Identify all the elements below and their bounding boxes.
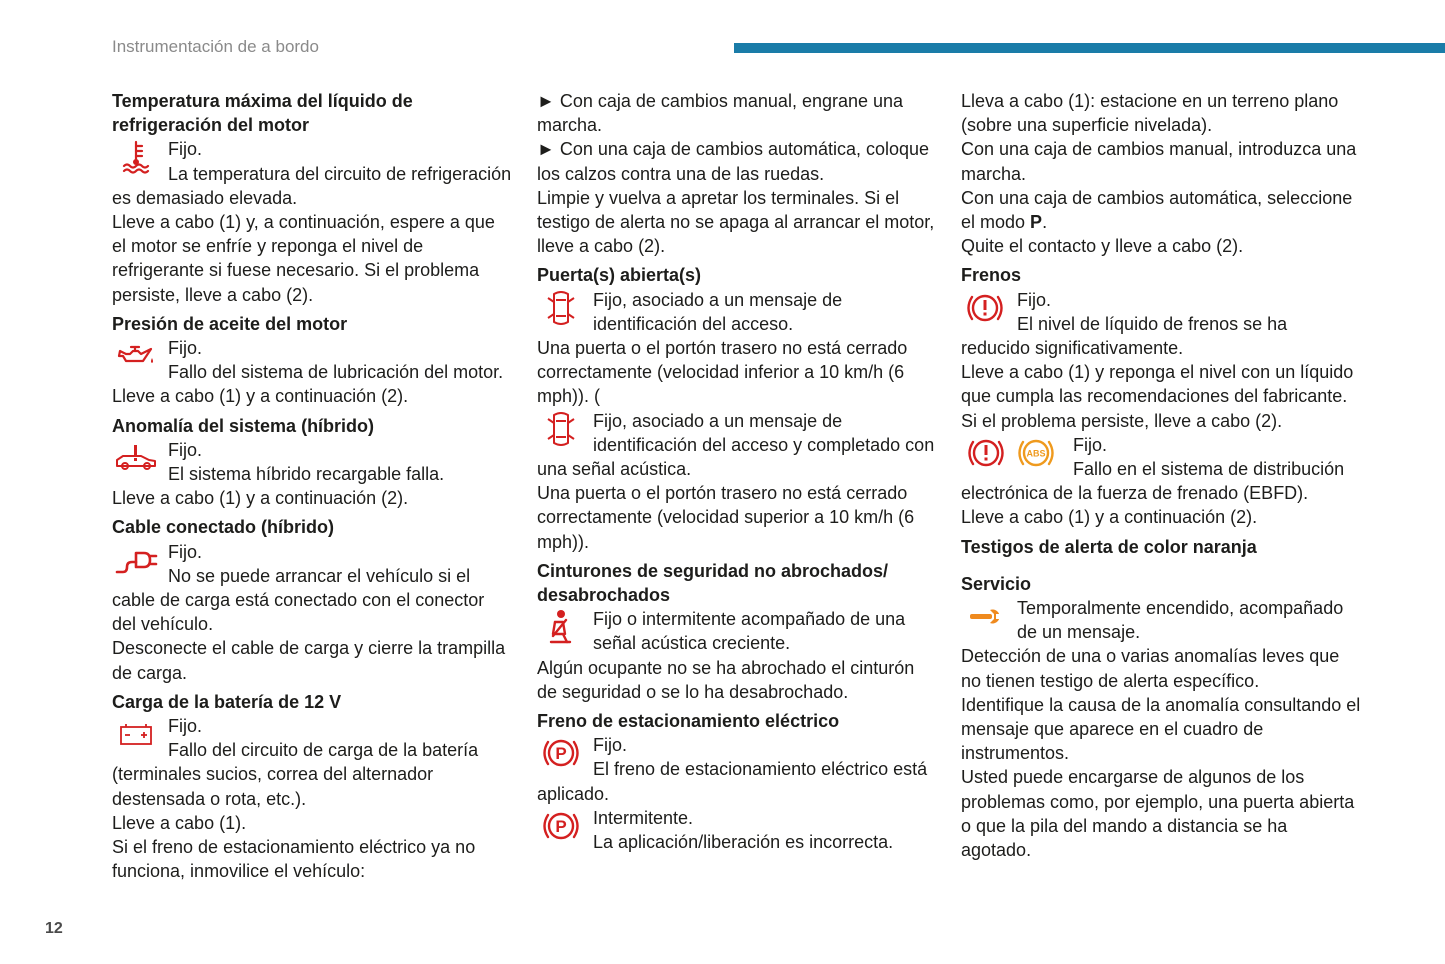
service-wrench-icon: [961, 596, 1009, 636]
section-service: [961, 572, 1361, 862]
brake-warning-icon: [961, 288, 1009, 328]
paragraph: Usted puede encargarse de algunos de los problemas como, por ejemplo, una puerta abierta o que la pila del mando a distancia se ha agotado.: [961, 767, 1355, 861]
section-hybrid-fault: [112, 414, 512, 511]
line: Fallo en el sistema de distribución electrónica de la fuerza de frenado (EBFD).: [961, 459, 1345, 504]
brake-and-abs-icons: [961, 433, 1065, 473]
paragraph: Lleve a cabo (1) y a continuación (2).: [112, 488, 409, 509]
mode-p-label: P: [1030, 212, 1043, 233]
door-open-icon: [537, 409, 585, 449]
paragraph: Lleve a cabo (1).: [112, 812, 247, 833]
line: Fijo, asociado a un mensaje de identificación del acceso y completado con una señal acústica.: [537, 410, 935, 480]
line: Fijo.: [593, 735, 628, 756]
section-battery-12v: [112, 690, 512, 884]
paragraph: Si el freno de estacionamiento eléctrico ya no funciona, inmovilice el vehículo:: [112, 837, 476, 882]
line: Fallo del sistema de lubricación del motor.: [168, 362, 504, 383]
svg-text:P: P: [555, 816, 567, 836]
line: El sistema híbrido recargable falla.: [168, 464, 445, 485]
section-heading: Servicio: [961, 573, 1032, 594]
line: Fallo del circuito de carga de la batería (terminales sucios, correa del alternador destensada o rota, etc.).: [112, 740, 479, 809]
bullet-item: ► Con caja de cambios manual, engrane una marcha.: [537, 91, 904, 136]
running-header: Instrumentación de a bordo: [112, 37, 319, 56]
battery-icon: [112, 714, 160, 754]
door-open-icon: [537, 288, 585, 328]
text-run: Con una caja de cambios automática, seleccione el modo: [961, 187, 1353, 233]
text-run: .: [1042, 212, 1048, 233]
section-brakes: [961, 263, 1361, 529]
bullet-item: ► Con una caja de cambios automática, coloque los calzos contra una de las ruedas.: [537, 139, 930, 184]
section-orange-warnings: [961, 535, 1361, 559]
coolant-temperature-icon: [112, 137, 160, 177]
line: Fijo.: [168, 541, 203, 562]
parking-brake-icon: [537, 806, 585, 846]
paragraph: Lleve a cabo (1) y, a continuación, espere a que el motor se enfríe y reponga el nivel de refrigerante si fuese necesario. Si el problema persiste, lleve a cabo (2).: [112, 212, 495, 305]
column-3: [961, 89, 1361, 862]
paragraph: Identifique la causa de la anomalía consultando el mensaje que aparece en el cuadro de instrumentos.: [961, 694, 1361, 764]
paragraph: Detección de una o varias anomalías leves que no tienen testigo de alerta específico.: [961, 646, 1340, 691]
paragraph: Algún ocupante no se ha abrochado el cinturón de seguridad o se lo ha desabrochado.: [537, 657, 915, 702]
paragraph: Una puerta o el portón trasero no está cerrado correctamente (velocidad inferior a 10 km/h (6 mph)). (: [537, 338, 908, 407]
line: Fijo o intermitente acompañado de una señal acústica creciente.: [593, 609, 906, 654]
section-seatbelt: [537, 559, 937, 704]
line: Fijo.: [168, 716, 203, 737]
section-oil-pressure: [112, 312, 512, 409]
section-heading: Testigos de alerta de color naranja: [961, 536, 1257, 557]
charging-cable-icon: [112, 540, 160, 580]
line: Intermitente.: [593, 807, 694, 828]
paragraph: Una puerta o el portón trasero no está cerrado correctamente (velocidad superior a 10 km/h (6 mph)).: [537, 483, 915, 552]
seatbelt-icon: [537, 607, 585, 647]
paragraph: Limpie y vuelva a apretar los terminales. Si el testigo de alerta no se apaga al arrancar el motor, lleve a cabo (2).: [537, 187, 935, 257]
column-2: [537, 89, 937, 854]
paragraph: [961, 186, 1361, 234]
svg-text:P: P: [555, 744, 567, 764]
paragraph: Con una caja de cambios manual, introduzca una marcha.: [961, 139, 1357, 184]
line: Temporalmente encendido, acompañado de un mensaje.: [1017, 598, 1344, 643]
brake-warning-icon: [965, 434, 1007, 472]
line: La temperatura del circuito de refrigeración es demasiado elevada.: [112, 163, 512, 208]
paragraph: Lleve a cabo (1) y a continuación (2).: [112, 386, 409, 407]
paragraph: Desconecte el cable de carga y cierre la trampilla de carga.: [112, 638, 506, 683]
column-1: [112, 89, 512, 884]
section-heading: Freno de estacionamiento eléctrico: [537, 711, 840, 732]
paragraph: Lleve a cabo (1) y reponga el nivel con un líquido que cumpla las recomendaciones del fabricante. Si el problema persiste, lleve a cabo (2).: [961, 362, 1354, 431]
section-heading: Temperatura máxima del líquido de refrigeración del motor: [112, 91, 413, 136]
section-heading: Frenos: [961, 265, 1022, 286]
line: Fijo.: [168, 439, 203, 460]
abs-label: ABS: [1026, 448, 1046, 459]
section-door-open: [537, 263, 937, 553]
line: La aplicación/liberación es incorrecta.: [593, 832, 894, 853]
paragraph: Lleva a cabo (1): estacione en un terreno plano (sobre una superficie nivelada).: [961, 91, 1339, 136]
abs-icon: [1015, 434, 1057, 472]
page-number: 12: [45, 920, 63, 937]
section-parking-brake: [537, 709, 937, 854]
parking-brake-icon: [537, 733, 585, 773]
paragraph: Lleve a cabo (1) y a continuación (2).: [961, 507, 1258, 528]
section-heading: Carga de la batería de 12 V: [112, 691, 342, 712]
line: Fijo.: [168, 139, 203, 160]
paragraph: Quite el contacto y lleve a cabo (2).: [961, 236, 1244, 257]
intro-block: [961, 89, 1361, 258]
line: El freno de estacionamiento eléctrico está aplicado.: [537, 759, 928, 804]
section-heading: Puerta(s) abierta(s): [537, 265, 702, 286]
line: Fijo.: [1073, 434, 1108, 455]
section-heading: Presión de aceite del motor: [112, 313, 348, 334]
section-coolant-temperature: [112, 89, 512, 307]
intro-block: [537, 89, 937, 258]
oil-pressure-icon: [112, 336, 160, 376]
section-heading: Cable conectado (híbrido): [112, 517, 335, 538]
section-charging-cable: [112, 515, 512, 684]
line: Fijo, asociado a un mensaje de identificación del acceso.: [593, 289, 843, 334]
line: Fijo.: [168, 338, 203, 359]
line: Fijo.: [1017, 289, 1052, 310]
line: El nivel de líquido de frenos se ha reducido significativamente.: [961, 313, 1288, 359]
hybrid-system-fault-icon: [112, 438, 160, 478]
line: No se puede arrancar el vehículo si el cable de carga está conectado con el conector del vehículo.: [112, 565, 485, 635]
section-heading: Anomalía del sistema (híbrido): [112, 415, 375, 436]
section-heading: Cinturones de seguridad no abrochados/ desabrochados: [537, 560, 889, 606]
header-accent-bar: [734, 43, 1445, 53]
